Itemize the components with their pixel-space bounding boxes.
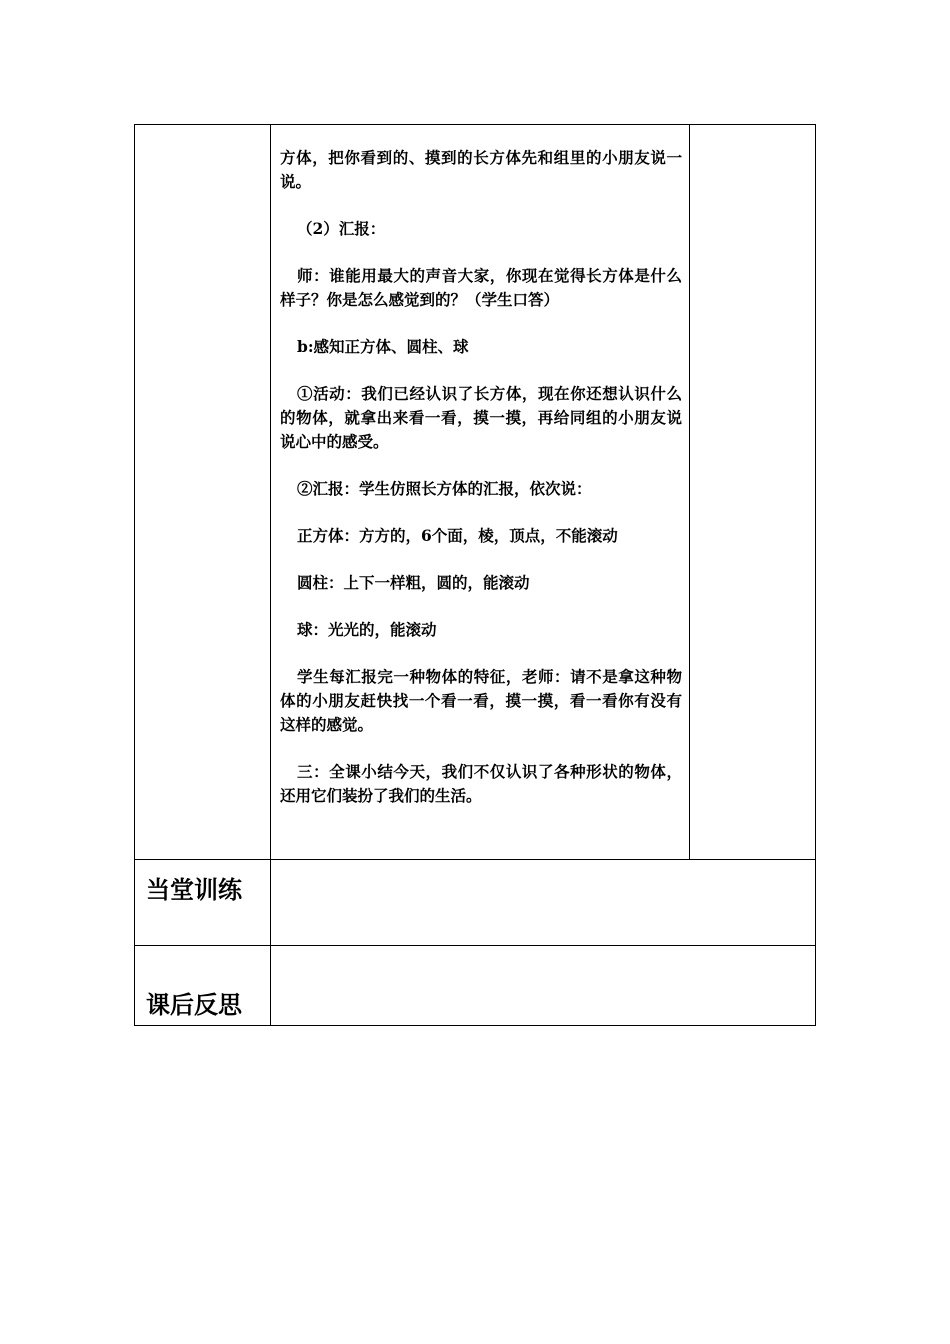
table-border-right bbox=[815, 124, 816, 1026]
paragraph-teacher-question: 师：谁能用最大的声音大家，你现在觉得长方体是什么样子？你是怎么感觉到的？（学生口答） bbox=[280, 266, 682, 309]
paragraph-observe: 方体，把你看到的、摸到的长方体先和组里的小朋友说一说。 bbox=[280, 148, 682, 191]
paragraph-report-heading: （2）汇报： bbox=[297, 219, 386, 238]
table-border-left bbox=[134, 124, 135, 1026]
paragraph-activity: ①活动：我们已经认识了长方体，现在你还想认识什么的物体，就拿出来看一看，摸一摸，再给同组的小朋友说说心中的感受。 bbox=[280, 384, 682, 451]
paragraph-cube: 正方体：方方的，6个面，棱，顶点，不能滚动 bbox=[297, 526, 618, 545]
reflection-label: 课后反思 bbox=[146, 991, 242, 1019]
paragraph-summary: 三：全课小结今天，我们不仅认识了各种形状的物体，还用它们装扮了我们的生活。 bbox=[280, 762, 682, 805]
paragraph-perceive-shapes: b:感知正方体、圆柱、球 bbox=[297, 337, 469, 356]
row-divider-2 bbox=[134, 945, 816, 946]
training-label: 当堂训练 bbox=[146, 876, 242, 904]
table-border-bottom bbox=[134, 1025, 816, 1026]
paragraph-cylinder: 圆柱：上下一样粗，圆的，能滚动 bbox=[297, 573, 530, 592]
row-divider-1 bbox=[134, 859, 816, 860]
paragraph-report: ②汇报：学生仿照长方体的汇报，依次说： bbox=[297, 479, 592, 498]
column-divider-right bbox=[689, 124, 690, 860]
table-border-top bbox=[134, 124, 816, 125]
paragraph-student-report: 学生每汇报完一种物体的特征，老师：请不是拿这种物体的小朋友赶快找一个看一看，摸一摸，看一看你有没有这样的感觉。 bbox=[280, 667, 682, 734]
column-divider-left bbox=[270, 124, 271, 1026]
lesson-content bbox=[280, 146, 682, 831]
paragraph-sphere: 球：光光的，能滚动 bbox=[297, 620, 437, 639]
